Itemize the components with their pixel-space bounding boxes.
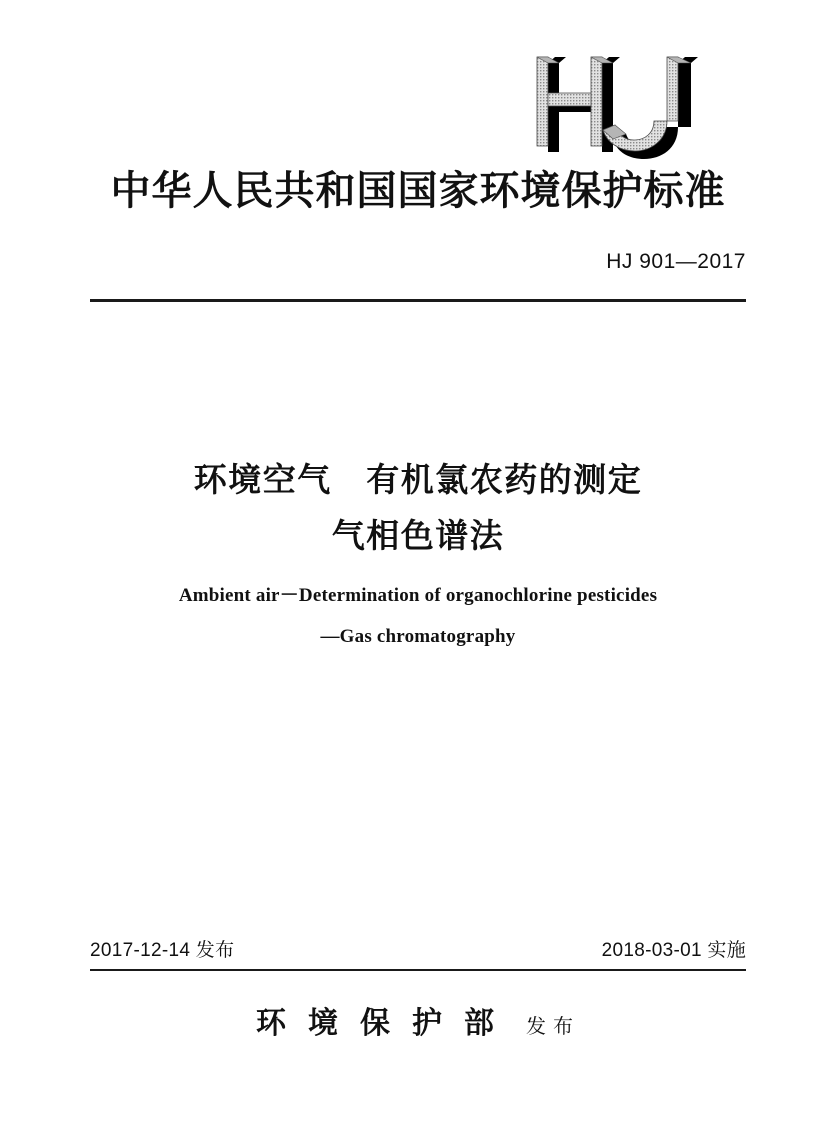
- document-title-cn-line-2: 气相色谱法: [331, 516, 505, 555]
- document-title-en-line-1: Ambient air－Determination of organochlorine pesticides: [178, 585, 658, 606]
- publisher-action: 发布: [526, 1014, 580, 1038]
- footer-dates: [90, 938, 746, 964]
- hj-emblem: [90, 55, 746, 160]
- effective-date: 2018-03-01 实施: [601, 940, 746, 961]
- header-divider: [90, 299, 746, 302]
- document-title-en: [90, 575, 746, 657]
- publisher-line: [90, 1003, 746, 1047]
- hj-standard-emblem: [528, 55, 728, 160]
- document-title-en-line-2: —Gas chromatography: [320, 626, 516, 647]
- issue-date: 2017-12-14 发布: [90, 940, 235, 961]
- masthead-title: 中华人民共和国国家环境保护标准: [110, 168, 726, 213]
- standard-number: HJ 901—2017: [606, 250, 746, 273]
- publisher-organization: 环境保护部: [256, 1007, 516, 1040]
- footer-divider: [90, 969, 746, 971]
- document-title-cn: [90, 452, 746, 564]
- document-title-cn-line-1: 环境空气 有机氯农药的测定: [193, 460, 643, 499]
